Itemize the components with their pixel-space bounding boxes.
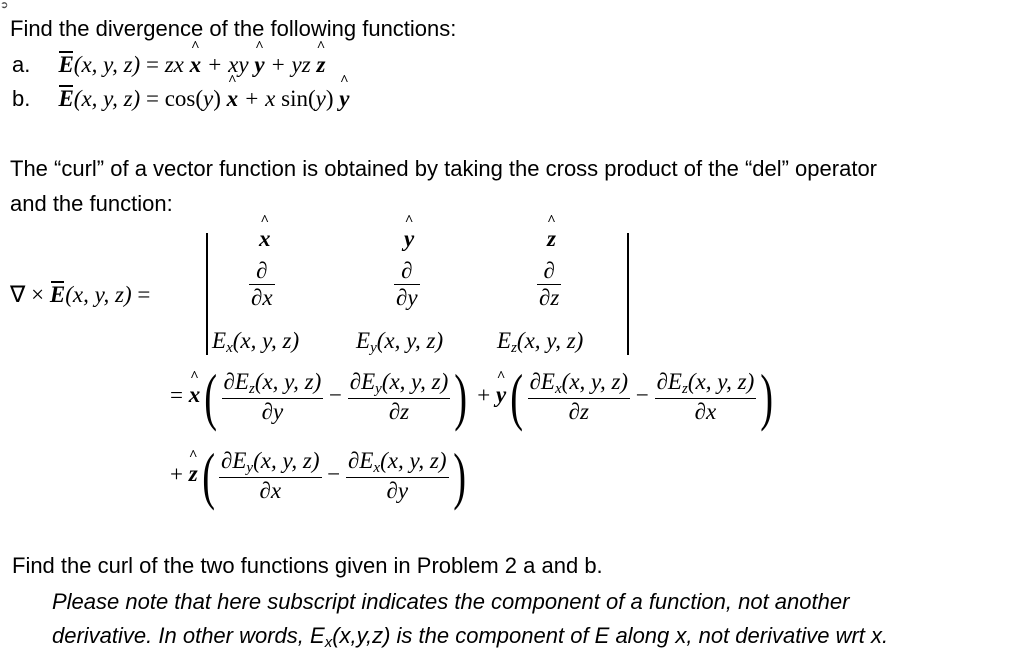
note-sub: x [324, 634, 333, 651]
item-b-label: b. [12, 86, 31, 111]
task-note-line2 [52, 623, 888, 651]
curl-expansion-line1: = ^ x( $\frac{\partial E_z(x, y, z)}{\partial y}$ − $\frac{\partial E_y(x, y, z)}{\partial z}$ ) + ^ y( $\frac{\partial E_x(x, y, z)}{\partial z}$ − $\frac{\partial E_z(x, y, z)}{\partial x}$ ) [170, 365, 778, 429]
det-ez: $E_z(x$, y, z) [497, 328, 584, 356]
det-d-dy: $\frac{\partial}{\partial y}$ [396, 258, 418, 310]
curl-expansion-line2: + ^ z( $\frac{\partial E_y(x, y, z)}{\partial x}$ − $\frac{\partial E_x(x, y, z)}{\partial y}$ ) [170, 444, 470, 508]
equation-b: E(x, y, z) = cos(y) ^ x + x sin(y) ^ y [58, 86, 349, 111]
equation-a: E(x, y, z) = zx ^ x + xy ^ y + yz ^ z [58, 52, 325, 77]
det-yhat: ^ y [404, 226, 414, 252]
determinant-left-bar [206, 233, 208, 355]
item-a-label: a. [12, 52, 31, 77]
note-post: (x,y,z) is the component of E along x, not derivative wrt x. [332, 623, 889, 648]
determinant-right-bar [627, 233, 629, 355]
task-line: Find the curl of the two functions given in Problem 2 a and b. [12, 553, 603, 578]
curl-intro-line2: and the function: [10, 191, 173, 216]
det-d-dz: $\frac{\partial}{\partial z}$ [539, 258, 560, 310]
task-note-line1: Please note that here subscript indicates the component of a function, not another [52, 589, 850, 614]
det-ex: $E_x(x$, y, z) [212, 328, 300, 356]
cursor-icon: ➲ [0, 0, 9, 11]
item-b [12, 86, 350, 112]
det-xhat: ^ x [259, 226, 271, 252]
item-a [12, 52, 325, 78]
det-ey: $E_y(x$, y, z) [356, 328, 444, 356]
det-zhat: ^ z [547, 226, 556, 252]
curl-intro-line1: The “curl” of a vector function is obtained by taking the cross product of the “del” operator [10, 156, 878, 181]
det-d-dx: $\frac{\partial}{\partial x}$ [251, 258, 273, 310]
problem-header: Find the divergence of the following functions: [10, 16, 457, 41]
note-pre: derivative. In other words, E [52, 623, 325, 648]
curl-lhs: ∇ × E(x, y, z) = [10, 282, 151, 307]
